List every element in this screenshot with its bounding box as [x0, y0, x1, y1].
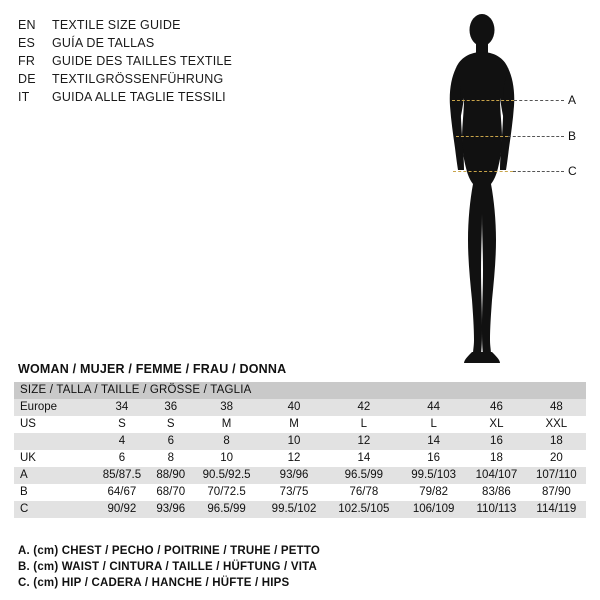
measure-line-b-grey [508, 136, 564, 137]
table-row [14, 399, 586, 416]
table-header-label: SIZE / TALLA / TAILLE / GRÖSSE / TAGLIA [14, 382, 586, 399]
cell: 90.5/92.5 [192, 467, 262, 484]
cell: 14 [401, 433, 466, 450]
measure-line-a-grey [514, 100, 564, 101]
cell: 14 [327, 450, 401, 467]
cell: 34 [94, 399, 150, 416]
language-code-fr: FR [18, 54, 36, 68]
language-row-fr [18, 52, 318, 70]
footnote-b: B. (cm) WAIST / CINTURA / TAILLE / HÜFTUNG / VITA [18, 561, 317, 573]
cell: 93/96 [262, 467, 327, 484]
cell: 8 [150, 450, 192, 467]
cell: 46 [466, 399, 526, 416]
cell: 76/78 [327, 484, 401, 501]
row-label-c: C [14, 501, 94, 518]
language-text-en: TEXTILE SIZE GUIDE [52, 18, 181, 32]
row-label-us-numeric [14, 433, 94, 450]
cell: 87/90 [527, 484, 586, 501]
cell: L [327, 416, 401, 433]
language-code-de: DE [18, 72, 36, 86]
cell: 85/87.5 [94, 467, 150, 484]
measure-label-c: C [568, 164, 577, 178]
cell: XL [466, 416, 526, 433]
table-row [14, 450, 586, 467]
language-row-it [18, 88, 318, 106]
language-text-fr: GUIDE DES TAILLES TEXTILE [52, 54, 233, 68]
cell: 110/113 [466, 501, 526, 518]
cell: 70/72.5 [192, 484, 262, 501]
cell: 12 [262, 450, 327, 467]
table-row [14, 484, 586, 501]
language-text-it: GUIDA ALLE TAGLIE TESSILI [52, 90, 226, 104]
cell: XXL [527, 416, 586, 433]
cell: 90/92 [94, 501, 150, 518]
cell: M [262, 416, 327, 433]
row-label-us: US [14, 416, 94, 433]
section-heading: WOMAN / MUJER / FEMME / FRAU / DONNA [18, 362, 287, 376]
footnote-c: C. (cm) HIP / CADERA / HANCHE / HÜFTE / HIPS [18, 577, 290, 589]
cell: 16 [401, 450, 466, 467]
cell: S [94, 416, 150, 433]
cell: 18 [466, 450, 526, 467]
table-row [14, 501, 586, 518]
measure-line-c-grey [513, 171, 564, 172]
cell: 44 [401, 399, 466, 416]
measure-line-a-gold [452, 100, 514, 101]
cell: 107/110 [527, 467, 586, 484]
cell: 99.5/103 [401, 467, 466, 484]
cell: 102.5/105 [327, 501, 401, 518]
measure-line-b-gold [456, 136, 508, 137]
row-label-a: A [14, 467, 94, 484]
cell: 48 [527, 399, 586, 416]
row-label-uk: UK [14, 450, 94, 467]
cell: 73/75 [262, 484, 327, 501]
cell: 6 [94, 450, 150, 467]
cell: S [150, 416, 192, 433]
language-text-de: TEXTILGRÖSSENFÜHRUNG [52, 72, 224, 86]
cell: 96.5/99 [192, 501, 262, 518]
footnote-a: A. (cm) CHEST / PECHO / POITRINE / TRUHE / PETTO [18, 545, 321, 557]
cell: 12 [327, 433, 401, 450]
cell: 18 [527, 433, 586, 450]
cell: 16 [466, 433, 526, 450]
cell: L [401, 416, 466, 433]
cell: 88/90 [150, 467, 192, 484]
cell: 42 [327, 399, 401, 416]
cell: M [192, 416, 262, 433]
row-label-europe: Europe [14, 399, 94, 416]
cell: 4 [94, 433, 150, 450]
cell: 6 [150, 433, 192, 450]
cell: 36 [150, 399, 192, 416]
language-row-en [18, 16, 318, 34]
language-code-es: ES [18, 36, 36, 50]
cell: 83/86 [466, 484, 526, 501]
row-label-b: B [14, 484, 94, 501]
language-row-es [18, 34, 318, 52]
language-code-en: EN [18, 18, 36, 32]
language-code-it: IT [18, 90, 30, 104]
cell: 96.5/99 [327, 467, 401, 484]
cell: 38 [192, 399, 262, 416]
cell: 10 [192, 450, 262, 467]
footnote-list [18, 543, 578, 591]
cell: 8 [192, 433, 262, 450]
table-row [14, 416, 586, 433]
cell: 79/82 [401, 484, 466, 501]
cell: 40 [262, 399, 327, 416]
language-row-de [18, 70, 318, 88]
cell: 99.5/102 [262, 501, 327, 518]
table-row [14, 433, 586, 450]
language-text-es: GUÍA DE TALLAS [52, 36, 155, 50]
cell: 106/109 [401, 501, 466, 518]
table-header-row [14, 382, 586, 399]
cell: 93/96 [150, 501, 192, 518]
measure-label-b: B [568, 129, 577, 143]
cell: 104/107 [466, 467, 526, 484]
language-list [18, 16, 318, 106]
cell: 10 [262, 433, 327, 450]
cell: 68/70 [150, 484, 192, 501]
cell: 64/67 [94, 484, 150, 501]
female-body-figure [420, 8, 595, 373]
measure-line-c-gold [453, 171, 513, 172]
table-row [14, 467, 586, 484]
female-silhouette-icon [420, 8, 595, 373]
cell: 20 [527, 450, 586, 467]
size-table [14, 382, 586, 518]
measure-label-a: A [568, 93, 577, 107]
cell: 114/119 [527, 501, 586, 518]
